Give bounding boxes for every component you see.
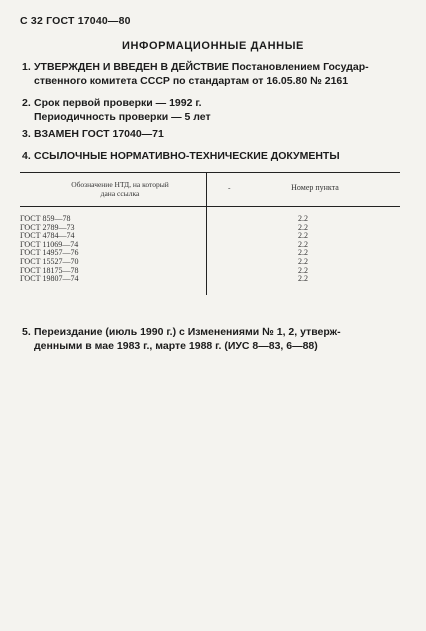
item-reissue — [22, 325, 402, 353]
table-cell-doc: ГОСТ 14957—76 — [20, 248, 79, 258]
item-number: 1. — [22, 61, 31, 73]
page-header: С 32 ГОСТ 17040—80 — [20, 15, 131, 27]
table-header-document — [50, 180, 190, 198]
item-number: 5. — [22, 326, 31, 338]
table-top-rule — [20, 172, 400, 173]
item-replaces — [22, 127, 402, 141]
item-text-line: ССЫЛОЧНЫЕ НОРМАТИВНО-ТЕХНИЧЕСКИЕ ДОКУМЕНТЫ — [34, 150, 340, 162]
table-cell-doc: ГОСТ 4784—74 — [20, 231, 75, 241]
table-body — [20, 215, 400, 284]
item-text-line: ВЗАМЕН ГОСТ 17040—71 — [34, 128, 164, 140]
table-cell-clause: 2.2 — [298, 222, 308, 232]
table-row — [20, 275, 400, 284]
table-cell-doc: ГОСТ 15527—70 — [20, 256, 79, 266]
table-cell-doc: ГОСТ 859—78 — [20, 214, 71, 223]
table-cell-doc: ГОСТ 2789—73 — [20, 222, 75, 232]
table-header-line: дана ссылка — [100, 189, 140, 198]
page-title: ИНФОРМАЦИОННЫЕ ДАННЫЕ — [121, 40, 304, 52]
table-cell-clause: 2.2 — [298, 239, 308, 249]
table-row — [20, 224, 400, 233]
table-cell-clause: 2.2 — [298, 231, 308, 241]
table-header-clause: Номер пункта — [291, 183, 339, 192]
item-number: 2. — [22, 97, 31, 109]
item-number: 4. — [22, 150, 31, 162]
item-text-line: денными в мае 1983 г., марте 1988 г. (ИУС 8—83, 6—88) — [34, 340, 318, 352]
item-reference-docs — [22, 149, 402, 163]
reference-table — [20, 172, 400, 295]
table-header-line: Обозначение НТД, на который — [71, 180, 169, 189]
table-header-rule — [20, 206, 400, 207]
item-text-line: ственного комитета СССР по стандартам от 16.05.80 № 2161 — [34, 75, 349, 87]
item-text-line: Срок первой проверки — 1992 г. — [34, 97, 202, 109]
item-text-line: УТВЕРЖДЕН И ВВЕДЕН В ДЕЙСТВИЕ Постановлением Государ- — [34, 61, 369, 73]
table-cell-clause: 2.2 — [298, 214, 308, 223]
table-cell-clause: 2.2 — [298, 248, 308, 258]
table-cell-doc: ГОСТ 18175—78 — [20, 265, 79, 275]
item-approved — [22, 60, 402, 88]
table-cell-doc: ГОСТ 19807—74 — [20, 274, 79, 284]
item-number: 3. — [22, 128, 31, 140]
table-cell-clause: 2.2 — [298, 265, 308, 275]
table-cell-clause: 2.2 — [298, 274, 308, 284]
table-row — [20, 215, 400, 224]
item-text-line: Периодичность проверки — 5 лет — [34, 111, 211, 123]
item-check-period — [22, 96, 402, 124]
table-header-dash: - — [228, 183, 231, 192]
table-cell-clause: 2.2 — [298, 256, 308, 266]
item-text-line: Переиздание (июль 1990 г.) с Изменениями № 1, 2, утверж- — [34, 326, 341, 338]
table-cell-doc: ГОСТ 11069—74 — [20, 239, 79, 249]
